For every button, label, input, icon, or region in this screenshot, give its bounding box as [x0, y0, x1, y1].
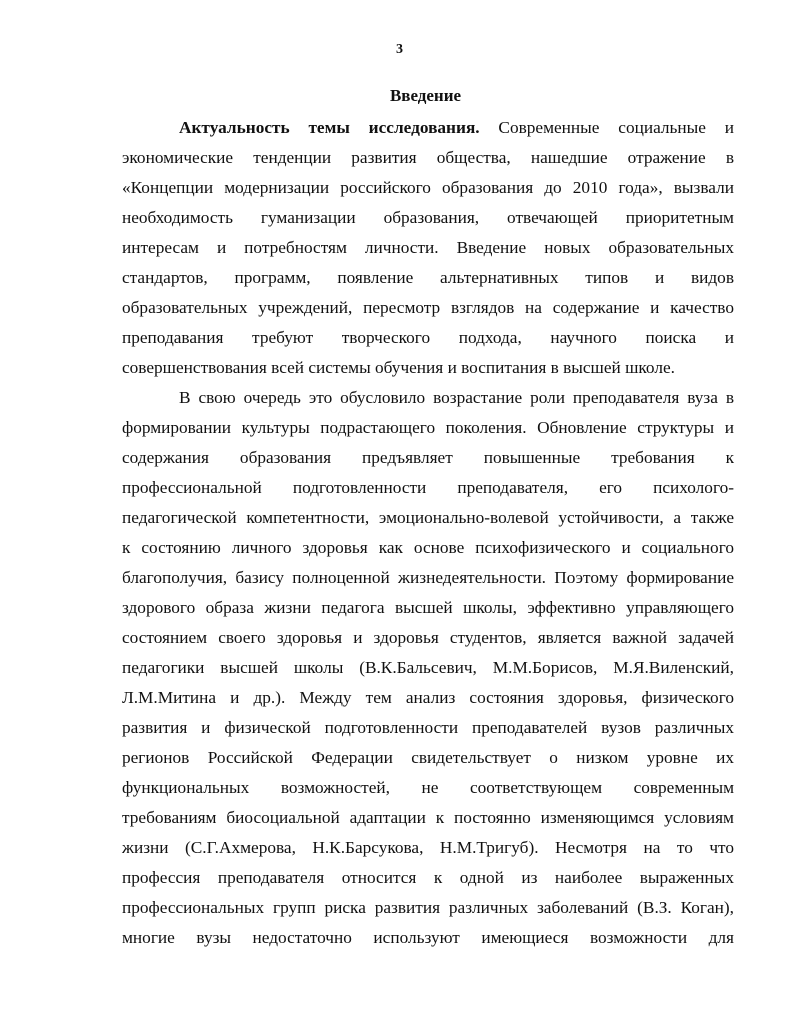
text-line: к состоянию личного здоровья как основе психофизического и социального — [122, 538, 734, 557]
text-line: профессия преподавателя относится к одной из наиболее выраженных — [122, 868, 734, 887]
document-body — [122, 113, 734, 953]
text-line: В свою очередь это обусловило возрастание роли преподавателя вуза в — [179, 388, 734, 407]
text-line: состоянием своего здоровья и здоровья студентов, является важной задачей — [122, 628, 734, 647]
text-line: педагогики высшей школы (В.К.Бальсевич, М.М.Борисов, М.Я.Виленский, — [122, 658, 734, 677]
text-line: формировании культуры подрастающего поколения. Обновление структуры и — [122, 418, 734, 437]
text-line: благополучия, базису полноценной жизнедеятельности. Поэтому формирование — [122, 568, 734, 587]
text-line: профессиональной подготовленности преподавателя, его психолого- — [122, 478, 734, 497]
paragraph-teacher-role — [122, 383, 734, 953]
text-line — [122, 113, 734, 143]
line-text: Современные социальные и — [479, 118, 734, 137]
text-line: жизни (С.Г.Ахмерова, Н.К.Барсукова, Н.М.Тригуб). Несмотря на то что — [122, 838, 734, 857]
text-line: профессиональных групп риска развития различных заболеваний (В.З. Коган), — [122, 898, 734, 917]
paragraph-relevance — [122, 113, 734, 383]
text-line: образовательных учреждений, пересмотр взглядов на содержание и качество — [122, 298, 734, 317]
page-number: 3 — [396, 42, 403, 57]
text-line: регионов Российской Федерации свидетельствует о низком уровне их — [122, 748, 734, 767]
text-line: многие вузы недостаточно используют имеющиеся возможности для — [122, 928, 734, 947]
text-line: педагогической компетентности, эмоционально-волевой устойчивости, а также — [122, 508, 734, 527]
relevance-lead: Актуальность темы исследования. — [179, 118, 480, 137]
text-line: здорового образа жизни педагога высшей школы, эффективно управляющего — [122, 598, 734, 617]
text-line: стандартов, программ, появление альтернативных типов и видов — [122, 268, 734, 287]
section-heading: Введение — [389, 86, 462, 105]
text-line: «Концепции модернизации российского образования до 2010 года», вызвали — [122, 178, 734, 197]
text-line: экономические тенденции развития общества, нашедшие отражение в — [122, 148, 734, 167]
text-line: развития и физической подготовленности преподавателей вузов различных — [122, 718, 734, 737]
text-line: совершенствования всей системы обучения и воспитания в высшей школе. — [122, 358, 675, 377]
text-line: требованиям биосоциальной адаптации к постоянно изменяющимся условиям — [122, 808, 734, 827]
text-line: функциональных возможностей, не соответствующем современным — [122, 778, 734, 797]
text-line: Л.М.Митина и др.). Между тем анализ состояния здоровья, физического — [122, 688, 734, 707]
text-line: преподавания требуют творческого подхода, научного поиска и — [122, 328, 734, 347]
text-line: содержания образования предъявляет повышенные требования к — [122, 448, 734, 467]
text-line: необходимость гуманизации образования, отвечающей приоритетным — [122, 208, 734, 227]
text-line: интересам и потребностям личности. Введение новых образовательных — [122, 238, 734, 257]
